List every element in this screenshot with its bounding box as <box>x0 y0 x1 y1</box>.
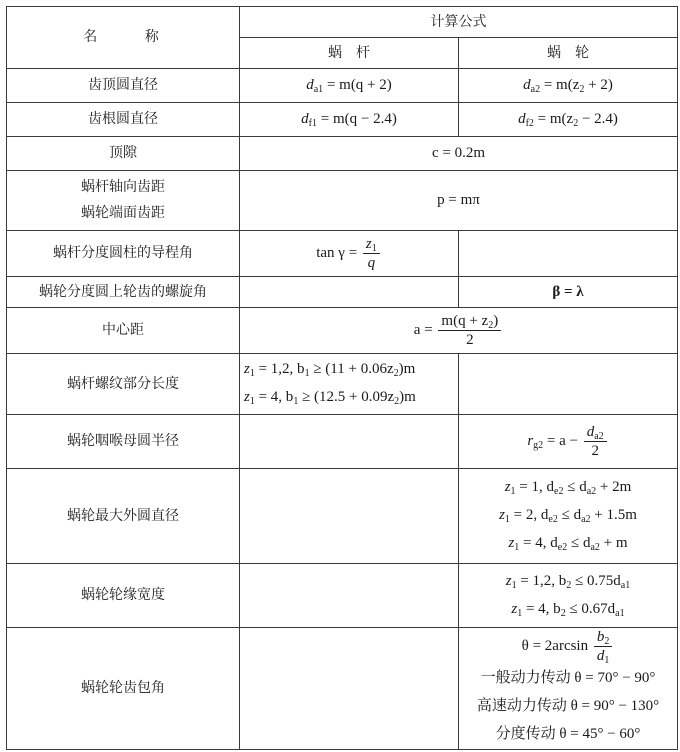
row-label-center-distance: 中心距 <box>7 308 240 354</box>
row-label-tip-diameter: 齿顶圆直径 <box>7 69 240 103</box>
table-row <box>7 69 678 103</box>
table-row <box>7 628 678 750</box>
empty-cell <box>240 469 459 564</box>
formula-table-sheet <box>6 6 677 749</box>
table-row <box>7 469 678 564</box>
formula-helix-angle: β = λ <box>459 277 678 308</box>
formula-thread-length: $z_1 = 1,2$, $b_1 \ge (11 + 0.06z_2)m$ $z_1 = 4$, $b_1 \ge (12.5 + 0.09z_2)m$ <box>240 354 459 415</box>
empty-cell <box>240 564 459 628</box>
empty-cell <box>240 628 459 750</box>
empty-cell <box>240 277 459 308</box>
table-row <box>7 103 678 137</box>
formula-pitch: p = mπ <box>240 171 678 231</box>
row-label-lead-angle: 蜗杆分度圆柱的导程角 <box>7 231 240 277</box>
worm-column-header: 蜗 杆 <box>240 38 459 69</box>
formula-center-distance: a = $\frac{m(q + z_2)}{2}$ <box>240 308 678 354</box>
name-column-header: 名 称 <box>7 7 240 69</box>
row-label-thread-length: 蜗杆螺纹部分长度 <box>7 354 240 415</box>
formula-wheel-root-diameter: $d_{f2} = m(z_2 - 2.4)$ <box>459 103 678 137</box>
empty-cell <box>459 354 678 415</box>
formula-column-header: 计算公式 <box>240 7 678 38</box>
table-row <box>7 415 678 469</box>
table-row <box>7 564 678 628</box>
header-row-1 <box>7 7 678 38</box>
table-row <box>7 277 678 308</box>
table-row <box>7 308 678 354</box>
table-row <box>7 231 678 277</box>
formula-worm-root-diameter: $d_{f1} = m(q - 2.4)$ <box>240 103 459 137</box>
formula-wheel-tip-diameter: $d_{a2} = m(z_2 + 2)$ <box>459 69 678 103</box>
formula-max-outer-diameter: $z_1 = 1$, $d_{e2} \le d_{a2} + 2m$ $z_1 = 2$, $d_{e2} \le d_{a2} + 1.5m$ $z_1 = 4$, $d_{e2} \le d_{a2} + m$ <box>459 469 678 564</box>
row-label-wrap-angle: 蜗轮轮齿包角 <box>7 628 240 750</box>
formula-throat-radius: $r_{g2} = a$ − $\frac{d_{a2}}{2}$ <box>459 415 678 469</box>
row-label-max-outer-diameter: 蜗轮最大外圆直径 <box>7 469 240 564</box>
empty-cell <box>459 231 678 277</box>
row-label-root-diameter: 齿根圆直径 <box>7 103 240 137</box>
row-label-rim-width: 蜗轮轮缘宽度 <box>7 564 240 628</box>
row-label-pitch: 蜗杆轴向齿距 蜗轮端面齿距 <box>7 171 240 231</box>
formula-wrap-angle: θ = 2arcsin $\frac{b_2}{d_1}$ 一般动力传动 θ = 70° − 90° 高速动力传动 θ = 90° − 130° 分度传动 θ = 45° − 60° <box>459 628 678 750</box>
row-label-clearance: 顶隙 <box>7 137 240 171</box>
row-label-helix-angle: 蜗轮分度圆上轮齿的螺旋角 <box>7 277 240 308</box>
formula-rim-width: $z_1 = 1,2$, $b_2 \le 0.75d_{a1}$ $z_1 = 4$, $b_2 \le 0.67d_{a1}$ <box>459 564 678 628</box>
formula-lead-angle: tan γ = $\frac{z_1}{q}$ <box>240 231 459 277</box>
table-row <box>7 171 678 231</box>
row-label-throat-radius: 蜗轮咽喉母圆半径 <box>7 415 240 469</box>
empty-cell <box>240 415 459 469</box>
wheel-column-header: 蜗 轮 <box>459 38 678 69</box>
table-row <box>7 354 678 415</box>
formula-worm-tip-diameter: $d_{a1} = m(q + 2)$ <box>240 69 459 103</box>
formula-clearance: c = 0.2m <box>240 137 678 171</box>
worm-gear-formula-table <box>6 6 678 750</box>
table-row <box>7 137 678 171</box>
